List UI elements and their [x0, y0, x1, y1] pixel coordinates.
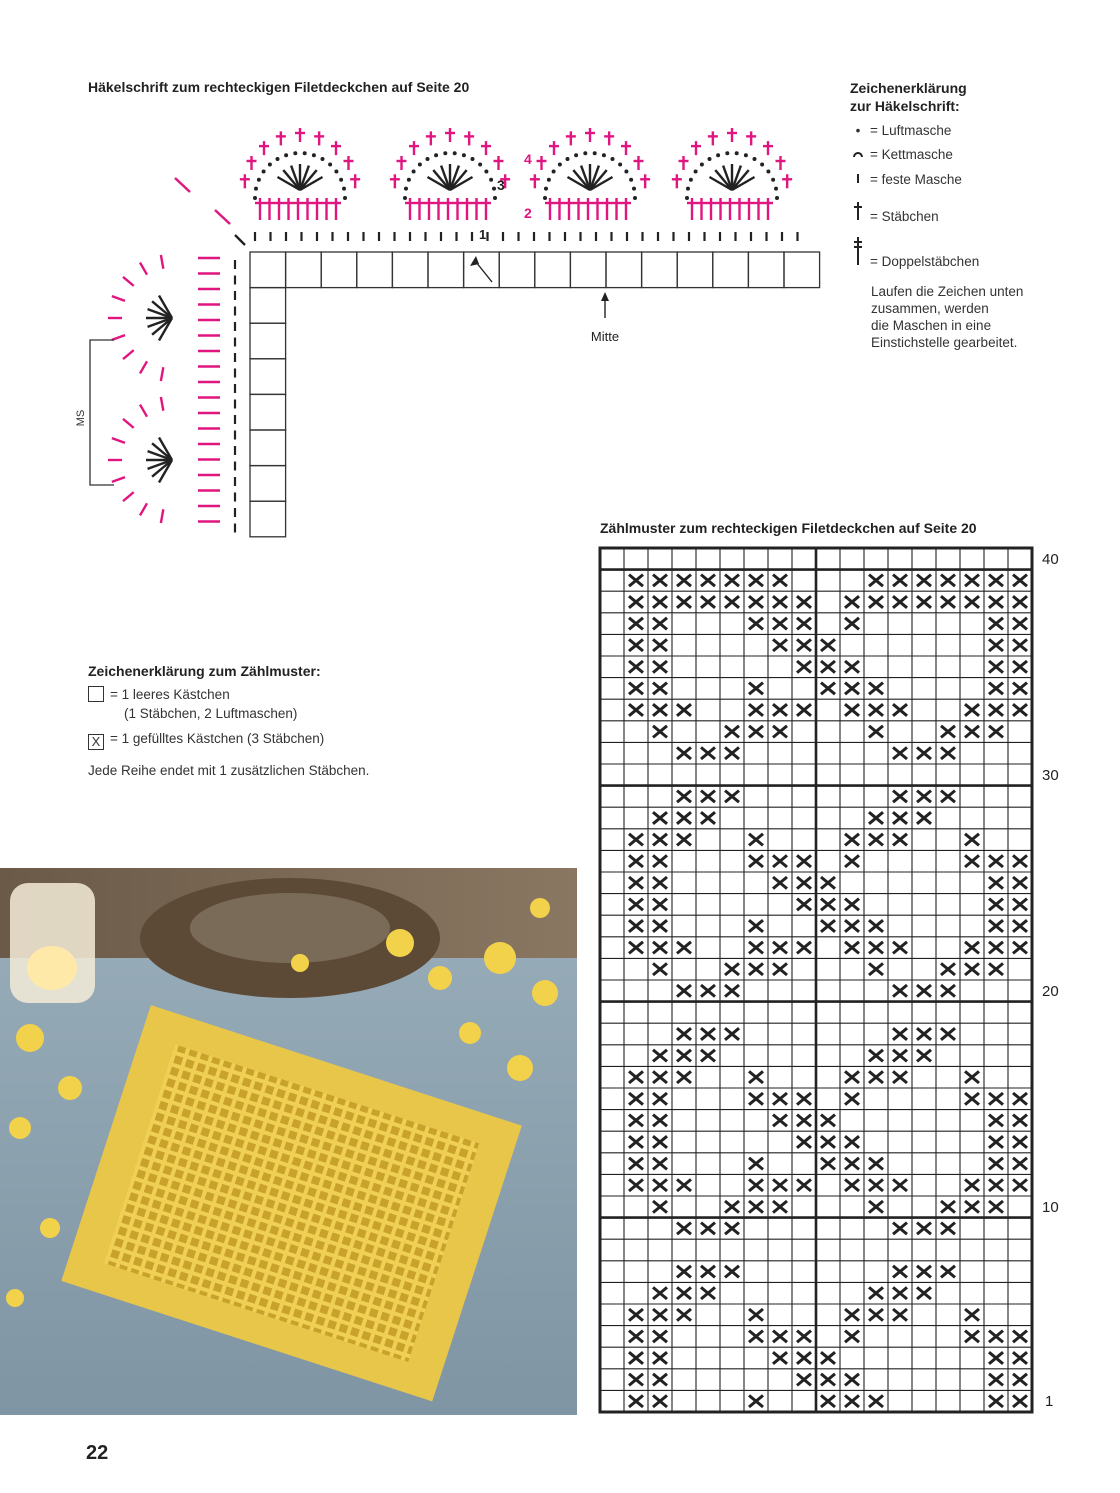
filet-cell — [713, 252, 749, 288]
dagger-icon — [850, 201, 866, 224]
count-legend-filled: X = 1 gefülltes Kästchen (3 Stäbchen) — [88, 730, 324, 750]
filet-cell — [250, 252, 286, 288]
filet-cell — [535, 252, 571, 288]
bar-icon — [850, 172, 866, 187]
filet-cell — [286, 252, 322, 288]
legend-item-staebchen: = Stäbchen — [850, 201, 939, 224]
filet-cell — [250, 394, 286, 430]
filet-cell — [784, 252, 820, 288]
doily-photo — [0, 868, 577, 1415]
filet-cell — [321, 252, 357, 288]
filet-cell — [250, 359, 286, 395]
round-number-3: 3 — [497, 177, 505, 193]
ms-label: MS — [75, 409, 87, 427]
filet-cell — [250, 501, 286, 537]
row-label-1: 1 — [1045, 1393, 1054, 1410]
filled-box-icon: X — [88, 734, 104, 750]
filet-cell — [250, 288, 286, 324]
round-number-1: 1 — [479, 227, 487, 242]
filet-cell — [642, 252, 678, 288]
count-legend-empty: = 1 leeres Kästchen — [88, 686, 230, 703]
dot-icon: • — [855, 123, 861, 138]
filet-cell — [748, 252, 784, 288]
filet-cell — [570, 252, 606, 288]
empty-box-icon — [88, 686, 104, 702]
count-chart-title: Zählmuster zum rechteckigen Filetdeckchen auf Seite 20 — [600, 520, 977, 536]
round-number-2: 2 — [524, 205, 532, 221]
filet-cell — [428, 252, 464, 288]
crochet-legend-note: Laufen die Zeichen unten zusammen, werden die Maschen in eine Einstichstelle gearbeitet. — [871, 284, 1024, 350]
legend-item-feste-masche: = feste Masche — [850, 172, 962, 187]
crochet-legend-title-line1: Zeichenerklärung — [850, 80, 967, 96]
row-label-30: 30 — [1042, 767, 1059, 784]
filet-cell — [250, 323, 286, 359]
row-label-20: 20 — [1042, 983, 1059, 1000]
filet-cell — [677, 252, 713, 288]
crochet-chart-diagram — [75, 100, 840, 550]
filet-cell — [392, 252, 428, 288]
crochet-legend-title-line2: zur Häkelschrift: — [850, 98, 960, 114]
count-legend-note: Jede Reihe endet mit 1 zusätzlichen Stäbchen. — [88, 763, 370, 778]
legend-item-doppelstaebchen: = Doppelstäbchen — [850, 236, 979, 269]
crochet-legend-title — [850, 79, 967, 115]
row-label-40: 40 — [1042, 551, 1059, 568]
filet-cell — [499, 252, 535, 288]
count-legend-empty-detail: (1 Stäbchen, 2 Luftmaschen) — [124, 706, 298, 721]
filet-cell — [250, 430, 286, 466]
count-chart-grid — [600, 548, 1032, 1412]
filet-cell — [357, 252, 393, 288]
mitte-label: Mitte — [590, 329, 620, 344]
crochet-chart-title: Häkelschrift zum rechteckigen Filetdeckchen auf Seite 20 — [88, 79, 470, 95]
row-label-10: 10 — [1042, 1199, 1059, 1216]
filet-cell — [250, 466, 286, 502]
legend-item-kettmasche: = Kettmasche — [850, 147, 953, 162]
arc-icon — [850, 147, 866, 162]
round-number-4: 4 — [524, 151, 532, 167]
double-dagger-icon — [850, 236, 866, 269]
count-legend-title: Zeichenerklärung zum Zählmuster: — [88, 663, 321, 679]
filet-cell — [606, 252, 642, 288]
page-number: 22 — [86, 1442, 109, 1464]
legend-item-luftmasche: • = Luftmasche — [850, 123, 951, 138]
